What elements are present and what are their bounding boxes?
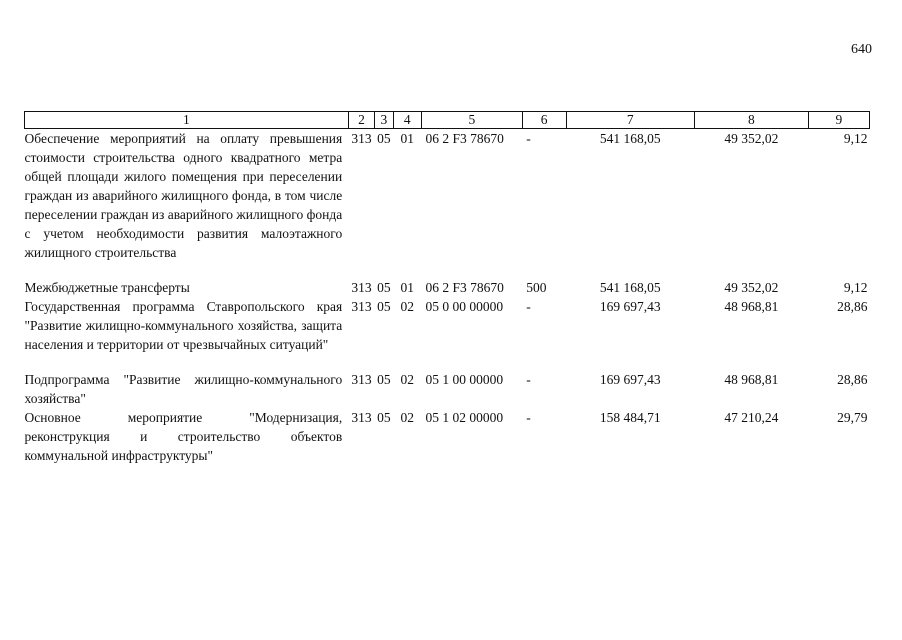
row-spacer	[25, 354, 870, 370]
row-target-article: 06 2 F3 78670	[425, 280, 504, 295]
col-header-3: 3	[375, 112, 393, 129]
row-name: Обеспечение мероприятий на оплату превышения стоимости строительства одного квадратного метра общей площади жилого помещения при переселении граждан из аварийного жилищного фонда, в том числе переселении граждан из аварийного жилищного фонда с учетом необходимости развития малоэтажного жилищного строительства	[24, 131, 343, 260]
row-subsection: 02	[400, 372, 415, 387]
row-target-article: 05 1 02 00000	[425, 410, 504, 425]
budget-table	[24, 111, 870, 465]
row-name: Государственная программа Ставропольского края "Развитие жилищно-коммунального хозяйства, защита населения и территории от чрезвычайных ситуаций"	[24, 299, 343, 352]
row-section: 05	[377, 280, 391, 295]
row-plan: 169 697,43	[599, 372, 661, 387]
row-plan: 541 168,05	[599, 131, 661, 146]
col-header-9: 9	[808, 112, 869, 129]
row-name: Основное мероприятие "Модернизация, реконструкция и строительство объектов коммунальной инфраструктуры"	[24, 410, 343, 463]
table-row	[25, 129, 870, 263]
row-section: 05	[377, 372, 391, 387]
row-code: 313	[351, 280, 372, 295]
row-plan: 541 168,05	[599, 280, 661, 295]
row-actual: 49 352,02	[724, 280, 779, 295]
row-code: 313	[351, 299, 372, 314]
row-expense-type: -	[526, 410, 531, 425]
row-section: 05	[377, 299, 391, 314]
col-header-1: 1	[25, 112, 349, 129]
row-expense-type: -	[526, 131, 531, 146]
row-code: 313	[351, 410, 372, 425]
col-header-8: 8	[694, 112, 808, 129]
row-subsection: 01	[400, 280, 415, 295]
row-percent: 29,79	[837, 410, 868, 425]
col-header-6: 6	[522, 112, 566, 129]
row-actual: 47 210,24	[724, 410, 779, 425]
table-row	[25, 370, 870, 408]
row-name: Подпрограмма "Развитие жилищно-коммунального хозяйства"	[24, 372, 343, 406]
col-header-2: 2	[348, 112, 374, 129]
row-actual: 48 968,81	[724, 372, 779, 387]
row-target-article: 05 0 00 00000	[425, 299, 504, 314]
row-code: 313	[351, 131, 372, 146]
row-name: Межбюджетные трансферты	[24, 280, 190, 295]
row-expense-type: -	[526, 299, 531, 314]
table-row	[25, 278, 870, 297]
row-expense-type: 500	[526, 280, 547, 295]
row-target-article: 06 2 F3 78670	[425, 131, 504, 146]
row-code: 313	[351, 372, 372, 387]
row-expense-type: -	[526, 372, 531, 387]
row-subsection: 02	[400, 410, 415, 425]
row-percent: 9,12	[843, 131, 868, 146]
row-percent: 28,86	[837, 372, 868, 387]
row-spacer	[25, 262, 870, 278]
col-header-4: 4	[393, 112, 422, 129]
row-plan: 158 484,71	[599, 410, 661, 425]
row-subsection: 02	[400, 299, 415, 314]
row-target-article: 05 1 00 00000	[425, 372, 504, 387]
table-row	[25, 408, 870, 465]
row-percent: 9,12	[843, 280, 868, 295]
row-subsection: 01	[400, 131, 415, 146]
row-actual: 48 968,81	[724, 299, 779, 314]
row-percent: 28,86	[837, 299, 868, 314]
row-section: 05	[377, 410, 391, 425]
table-row	[25, 297, 870, 354]
page-number: 640	[851, 42, 872, 57]
row-plan: 169 697,43	[599, 299, 661, 314]
row-actual: 49 352,02	[724, 131, 779, 146]
col-header-7: 7	[566, 112, 694, 129]
row-section: 05	[377, 131, 391, 146]
col-header-5: 5	[422, 112, 523, 129]
column-number-header	[25, 112, 870, 129]
